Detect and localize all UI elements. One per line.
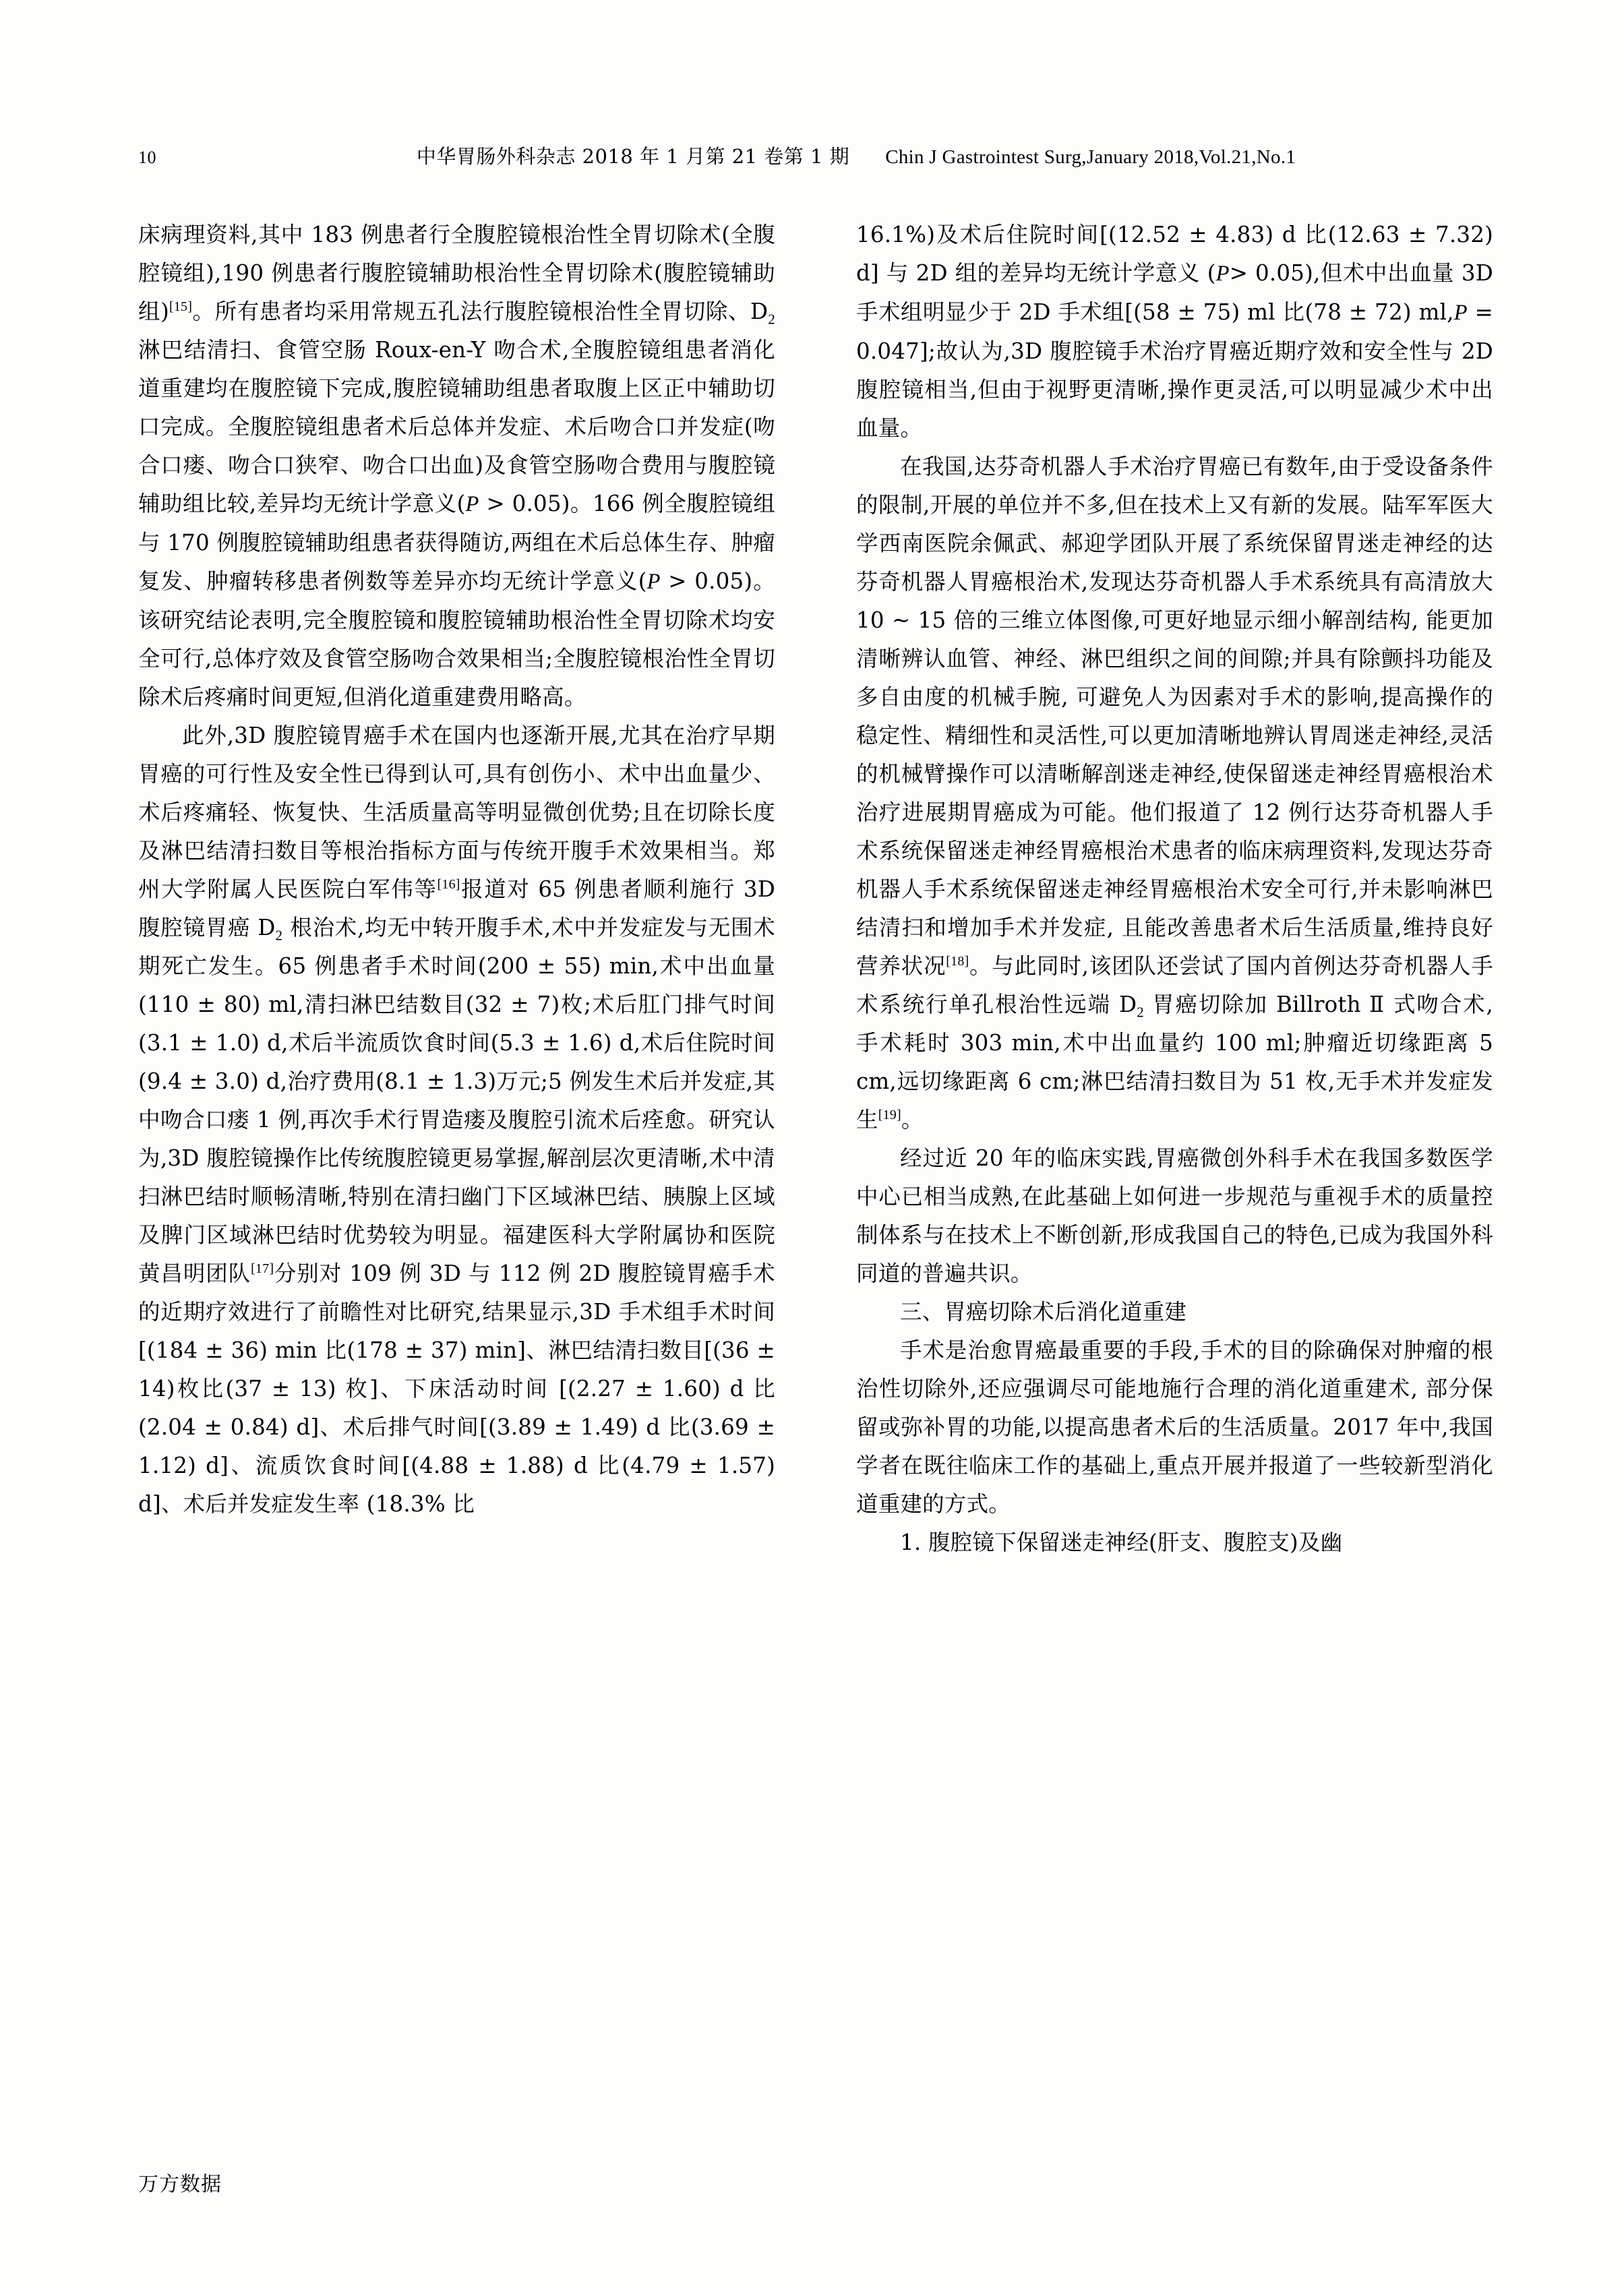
paragraph-right-3: 经过近 20 年的临床实践,胃癌微创外科手术在我国多数医学中心已相当成熟,在此基础上如何进一步规范与重视手术的质量控制体系与在技术上不断创新,形成我国自己的特色,已成为我国外科同道的普遍共识。	[856, 1145, 1493, 1286]
paragraph-right-5: 1. 腹腔镜下保留迷走神经(肝支、腹腔支)及幽	[900, 1530, 1343, 1555]
left-column	[138, 216, 775, 1562]
journal-title-en: Chin J Gastrointest Surg,January 2018,Vol.21,No.1	[885, 146, 1296, 168]
paragraph-left-1: 床病理资料,其中 183 例患者行全腹腔镜根治性全胃切除术(全腹腔镜组),190 例患者行腹腔镜辅助根治性全胃切除术(腹腔镜辅助组)[15]。所有患者均采用常规五孔法行腹腔镜根治性全胃切除、$D_2$ 淋巴结清扫、食管空肠 Roux-en-Y 吻合术,全腹腔镜组患者消化道重建均在腹腔镜下完成,腹腔镜辅助组患者取腹上区正中辅助切口完成。全腹腔镜组患者术后总体并发症、术后吻合口并发症(吻合口瘘、吻合口狭窄、吻合口出血)及食管空肠吻合费用与腹腔镜辅助组比较,差异均无统计学意义(P > 0.05)。166 例全腹腔镜组与 170 例腹腔镜辅助组患者获得随访,两组在术后总体生存、肿瘤复发、肿瘤转移患者例数等差异亦均无统计学意义(P > 0.05)。该研究结论表明,完全腹腔镜和腹腔镜辅助根治性全胃切除术均安全可行,总体疗效及食管空肠吻合效果相当;全腹腔镜根治性全胃切除术后疼痛时间更短,但消化道重建费用略高。	[138, 222, 775, 710]
two-column-body	[138, 216, 1493, 1562]
section-heading-3: 三、胃癌切除术后消化道重建	[900, 1299, 1187, 1325]
paragraph-right-1: 16.1%)及术后住院时间[(12.52 ± 4.83) d 比(12.63 ± 7.32) d] 与 2D 组的差异均无统计学意义 (P> 0.05),但术中出血量 3D 手术组明显少于 2D 手术组[(58 ± 75) ml 比(78 ± 72) ml,P = 0.047];故认为,3D 腹腔镜手术治疗胃癌近期疗效和安全性与 2D 腹腔镜相当,但由于视野更清晰,操作更灵活,可以明显减少术中出血量。	[856, 222, 1494, 441]
paragraph-left-2: 此外,3D 腹腔镜胃癌手术在国内也逐渐开展,尤其在治疗早期胃癌的可行性及安全性已得到认可,具有创伤小、术中出血量少、术后疼痛轻、恢复快、生活质量高等明显微创优势;且在切除长度及淋巴结清扫数目等根治指标方面与传统开腹手术效果相当。郑州大学附属人民医院白军伟等[16]报道对 65 例患者顺利施行 3D 腹腔镜胃癌 $D_2$ 根治术,均无中转开腹手术,术中并发症发与无围术期死亡发生。65 例患者手术时间(200 ± 55) min,术中出血量(110 ± 80) ml,清扫淋巴结数目(32 ± 7)枚;术后肛门排气时间(3.1 ± 1.0) d,术后半流质饮食时间(5.3 ± 1.6) d,术后住院时间(9.4 ± 3.0) d,治疗费用(8.1 ± 1.3)万元;5 例发生术后并发症,其中吻合口瘘 1 例,再次手术行胃造瘘及腹腔引流术后痊愈。研究认为,3D 腹腔镜操作比传统腹腔镜更易掌握,解剖层次更清晰,术中清扫淋巴结时顺畅清晰,特别在清扫幽门下区域淋巴结、胰腺上区域及脾门区域淋巴结时优势较为明显。福建医科大学附属协和医院黄昌明团队[17]分别对 109 例 3D 与 112 例 2D 腹腔镜胃癌手术的近期疗效进行了前瞻性对比研究,结果显示,3D 手术组手术时间[(184 ± 36) min 比(178 ± 37) min]、淋巴结清扫数目[(36 ± 14)枚比(37 ± 13) 枚]、下床活动时间 [(2.27 ± 1.60) d 比(2.04 ± 0.84) d]、术后排气时间[(3.89 ± 1.49) d 比(3.69 ± 1.12) d]、流质饮食时间[(4.88 ± 1.88) d 比(4.79 ± 1.57) d]、术后并发症发生率 (18.3% 比	[138, 723, 776, 1517]
database-watermark: 万方数据	[138, 2173, 222, 2196]
journal-header-title	[219, 142, 1493, 169]
paragraph-right-4: 手术是治愈胃癌最重要的手段,手术的目的除确保对肿瘤的根治性切除外,还应强调尽可能地施行合理的消化道重建术, 部分保留或弥补胃的功能,以提高患者术后的生活质量。2017 年中,我国学者在既往临床工作的基础上,重点开展并报道了一些较新型消化道重建的方式。	[856, 1337, 1493, 1517]
right-column	[856, 216, 1493, 1562]
page-number: 10	[138, 148, 156, 167]
paragraph-right-2: 在我国,达芬奇机器人手术治疗胃癌已有数年,由于受设备条件的限制,开展的单位并不多,但在技术上又有新的发展。陆军军医大学西南医院余佩武、郝迎学团队开展了系统保留胃迷走神经的达芬奇机器人胃癌根治术,发现达芬奇机器人手术系统具有高清放大 10 ~ 15 倍的三维立体图像,可更好地显示细小解剖结构, 能更加清晰辨认血管、神经、淋巴组织之间的间隙;并具有除颤抖功能及多自由度的机械手腕, 可避免人为因素对手术的影响,提高操作的稳定性、精细性和灵活性,可以更加清晰地辨认胃周迷走神经,灵活的机械臂操作可以清晰解剖迷走神经,使保留迷走神经胃癌根治术治疗进展期胃癌成为可能。他们报道了 12 例行达芬奇机器人手术系统保留迷走神经胃癌根治术患者的临床病理资料,发现达芬奇机器人手术系统保留迷走神经胃癌根治术安全可行,并未影响淋巴结清扫和增加手术并发症, 且能改善患者术后生活质量,维持良好营养状况[18]。与此同时,该团队还尝试了国内首例达芬奇机器人手术系统行单孔根治性远端 $D_2$ 胃癌切除加 Billroth Ⅱ 式吻合术, 手术耗时 303 min,术中出血量约 100 ml;肿瘤近切缘距离 5 cm,远切缘距离 6 cm;淋巴结清扫数目为 51 枚,无手术并发症发生[19]。	[856, 454, 1493, 1133]
journal-title-cn: 中华胃肠外科杂志 2018 年 1 月第 21 卷第 1 期	[416, 145, 850, 168]
page-header	[138, 142, 1493, 169]
